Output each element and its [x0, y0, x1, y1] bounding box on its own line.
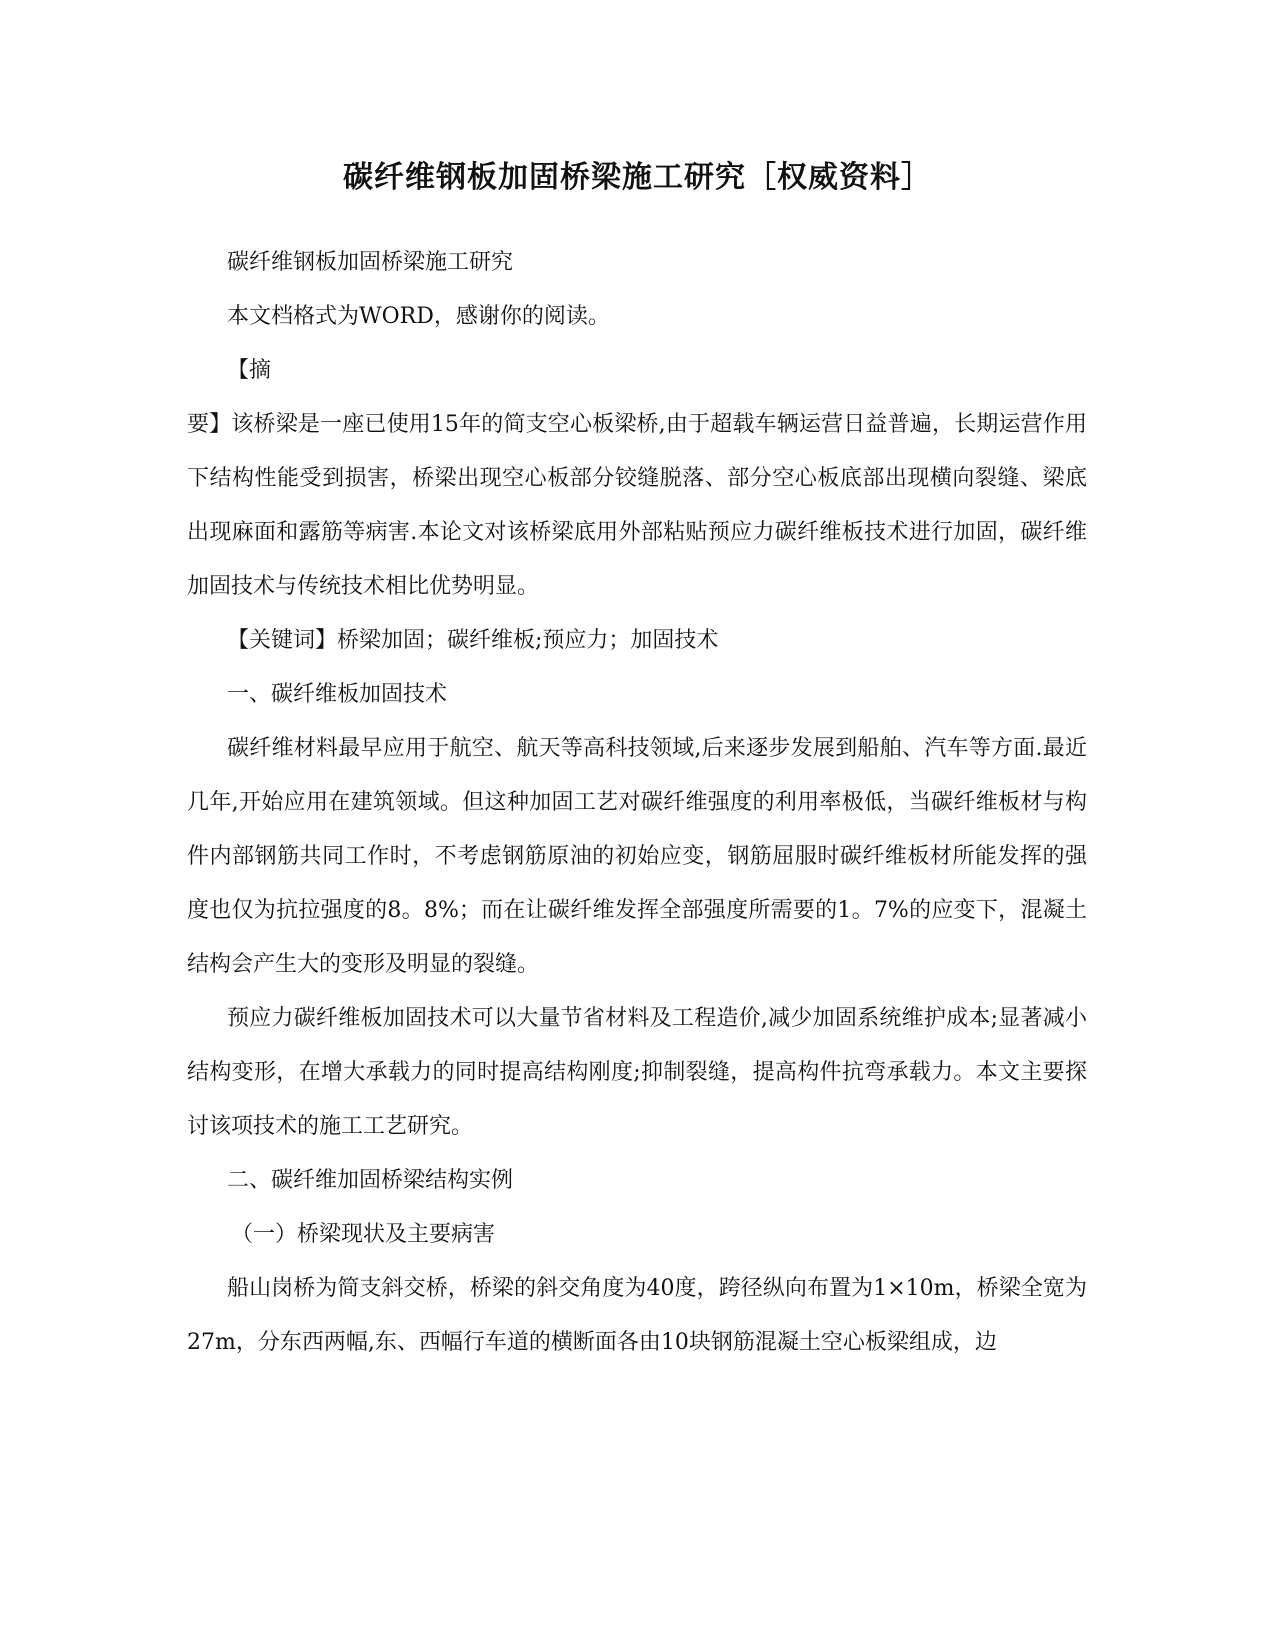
section-heading-1: 一、碳纤维板加固技术 [227, 682, 448, 707]
body-paragraph-3: 船山岗桥为简支斜交桥，桥梁的斜交角度为40度，跨径纵向布置为1×10m，桥梁全宽为27m，分东西两幅,东、西幅行车道的横断面各由10块钢筋混凝土空心板梁组成，边 [187, 1276, 1087, 1355]
abstract-paragraph: 要】该桥梁是一座已使用15年的简支空心板梁桥,由于超载车辆运营日益普遍，长期运营作用下结构性能受到损害，桥梁出现空心板部分铰缝脱落、部分空心板底部出现横向裂缝、梁底出现麻面和露筋等病害.本论文对该桥梁底用外部粘贴预应力碳纤维板技术进行加固，碳纤维加固技术与传统技术相比优势明显。 [187, 412, 1087, 599]
body-paragraph-2: 预应力碳纤维板加固技术可以大量节省材料及工程造价,减少加固系统维护成本;显著减小结构变形，在增大承载力的同时提高结构刚度;抑制裂缝，提高构件抗弯承载力。本文主要探讨该项技术的施工工艺研究。 [187, 1006, 1087, 1139]
format-note-paragraph: 本文档格式为WORD，感谢你的阅读。 [227, 304, 610, 329]
keywords-paragraph: 【关键词】桥梁加固；碳纤维板;预应力；加固技术 [227, 628, 719, 653]
abstract-label: 【摘 [227, 358, 272, 383]
section-heading-2: 二、碳纤维加固桥梁结构实例 [227, 1168, 514, 1193]
body-paragraph-1: 碳纤维材料最早应用于航空、航天等高科技领域,后来逐步发展到船舶、汽车等方面.最近几年,开始应用在建筑领域。但这种加固工艺对碳纤维强度的利用率极低，当碳纤维板材与构件内部钢筋共同工作时，不考虑钢筋原油的初始应变，钢筋屈服时碳纤维板材所能发挥的强度也仅为抗拉强度的8。8%；而在让碳纤维发挥全部强度所需要的1。7%的应变下，混凝土结构会产生大的变形及明显的裂缝。 [187, 736, 1087, 977]
subtitle-paragraph: 碳纤维钢板加固桥梁施工研究 [227, 250, 514, 275]
document-body [187, 236, 1087, 1370]
subsection-heading-1: （一）桥梁现状及主要病害 [231, 1222, 496, 1247]
document-title: 碳纤维钢板加固桥梁施工研究［权威资料］ [343, 160, 932, 195]
